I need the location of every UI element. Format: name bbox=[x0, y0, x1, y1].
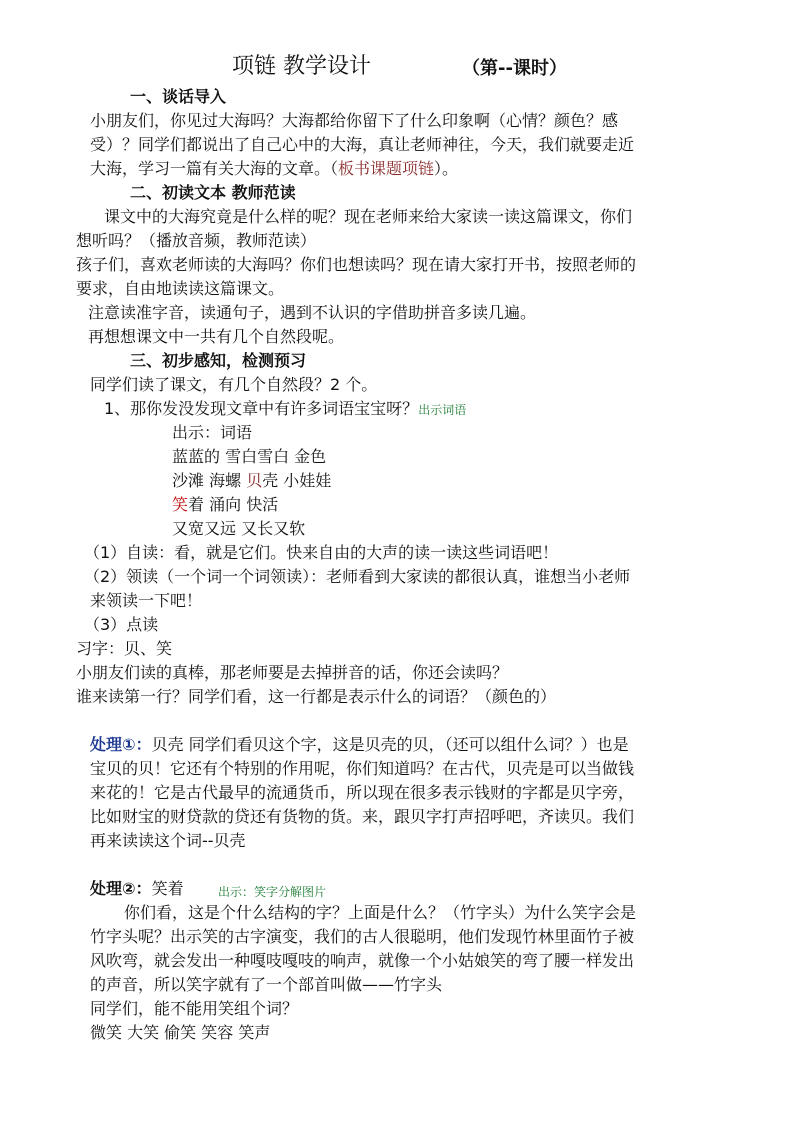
teacher-note: 出示：笑字分解图片 bbox=[218, 885, 327, 899]
paragraph-line: 再想想课文中一共有几个自然段呢。 bbox=[88, 327, 345, 346]
paragraph-line: 想听吗？（播放音频，教师范读） bbox=[76, 231, 317, 250]
title-main: 项链 教学设计 bbox=[232, 54, 371, 79]
process-1-label: 处理①： bbox=[90, 735, 152, 754]
paragraph-line: 同学们读了课文，有几个自然段？2 个。 bbox=[90, 375, 378, 394]
board-note: 板书课题项链 bbox=[338, 159, 435, 178]
process-1-line: 处理①：贝壳 同学们看贝这个字，这是贝壳的贝，（还可以组什么词？）也是 bbox=[90, 735, 629, 754]
paragraph-line: 宝贝的贝！它还有个特别的作用呢，你们知道吗？在古代，贝壳是可以当做钱 bbox=[90, 759, 635, 778]
section-1-heading: 一、谈话导入 bbox=[130, 87, 227, 106]
paragraph-line: 注意读准字音，读通句子，遇到不认识的字借助拼音多读几遍。 bbox=[88, 303, 537, 322]
word-list-header: 出示：词语 bbox=[172, 423, 253, 442]
paragraph-line: 要求，自由地读读这篇课文。 bbox=[76, 279, 285, 298]
word-row: 笑着 涌向 快活 bbox=[172, 495, 279, 514]
process-2-line: 处理②：笑着 bbox=[90, 879, 184, 898]
paragraph-line: 谁来读第一行？同学们看，这一行都是表示什么的词语？（颜色的） bbox=[76, 687, 557, 706]
paragraph-line: 的声音，所以笑字就有了一个部首叫做——竹字头 bbox=[90, 975, 443, 994]
section-2-heading: 二、初读文本 教师范读 bbox=[130, 183, 296, 202]
process-2-label: 处理②： bbox=[90, 879, 152, 898]
paragraph-line: （2）领读（一个词一个词领读）：老师看到大家读的都很认真，谁想当小老师 bbox=[84, 567, 631, 586]
highlight-char: 贝 bbox=[246, 471, 263, 490]
paragraph-line: （1）自读：看，就是它们。快来自由的大声的读一读这些词语吧！ bbox=[84, 543, 559, 562]
paragraph-line: 课文中的大海究竟是什么样的呢？现在老师来给大家读一读这篇课文，你们 bbox=[104, 207, 633, 226]
section-3-heading: 三、初步感知，检测预习 bbox=[130, 351, 307, 370]
paragraph-line: 大海，学习一篇有关大海的文章。（板书课题项链）。 bbox=[90, 159, 459, 178]
teacher-note: 出示词语 bbox=[418, 403, 467, 417]
paragraph-line: 竹字头呢？出示笑的古字演变，我们的古人很聪明，他们发现竹林里面竹子被 bbox=[90, 927, 635, 946]
paragraph-line: 来花的！它是古代最早的流通货币，所以现在很多表示钱财的字都是贝字旁， bbox=[90, 783, 635, 802]
paragraph-line: 小朋友们读的真棒，那老师要是去掉拼音的话，你还会读吗？ bbox=[76, 663, 509, 682]
word-row: 沙滩 海螺 贝壳 小娃娃 bbox=[172, 471, 332, 490]
word-row: 微笑 大笑 偷笑 笑容 笑声 bbox=[90, 1023, 271, 1042]
word-row: 蓝蓝的 雪白雪白 金色 bbox=[172, 447, 327, 466]
paragraph-line: 风吹弯，就会发出一种嘎吱嘎吱的响声，就像一个小姑娘笑的弯了腰一样发出 bbox=[90, 951, 635, 970]
paragraph-line: 再来读读这个词--贝壳 bbox=[90, 831, 246, 850]
word-row: 又宽又远 又长又软 bbox=[172, 519, 306, 538]
paragraph-line: 比如财宝的财贷款的贷还有货物的货。来，跟贝字打声招呼吧，齐读贝。我们 bbox=[90, 807, 635, 826]
paragraph-line: 你们看，这是个什么结构的字？上面是什么？（竹字头）为什么笑字会是 bbox=[124, 903, 637, 922]
class-period: （第--课时） bbox=[462, 58, 567, 79]
page-title bbox=[232, 52, 371, 82]
paragraph-line: 孩子们，喜欢老师读的大海吗？你们也想读吗？现在请大家打开书，按照老师的 bbox=[76, 255, 637, 274]
paragraph-line: 习字：贝、笑 bbox=[76, 639, 173, 658]
question-line: 1、那你发没发现文章中有许多词语宝宝呀？出示词语 bbox=[104, 399, 467, 418]
paragraph-line: 小朋友们，你见过大海吗？大海都给你留下了什么印象啊（心情？颜色？感 bbox=[90, 111, 619, 130]
highlight-char: 笑 bbox=[172, 495, 189, 514]
paragraph-line: 同学们，能不能用笑组个词？ bbox=[90, 999, 299, 1018]
paragraph-line: 来领读一下吧！ bbox=[90, 591, 203, 610]
paragraph-line: 受）？同学们都说出了自己心中的大海，真让老师神往，今天，我们就要走近 bbox=[90, 135, 635, 154]
paragraph-line: （3）点读 bbox=[84, 615, 159, 634]
